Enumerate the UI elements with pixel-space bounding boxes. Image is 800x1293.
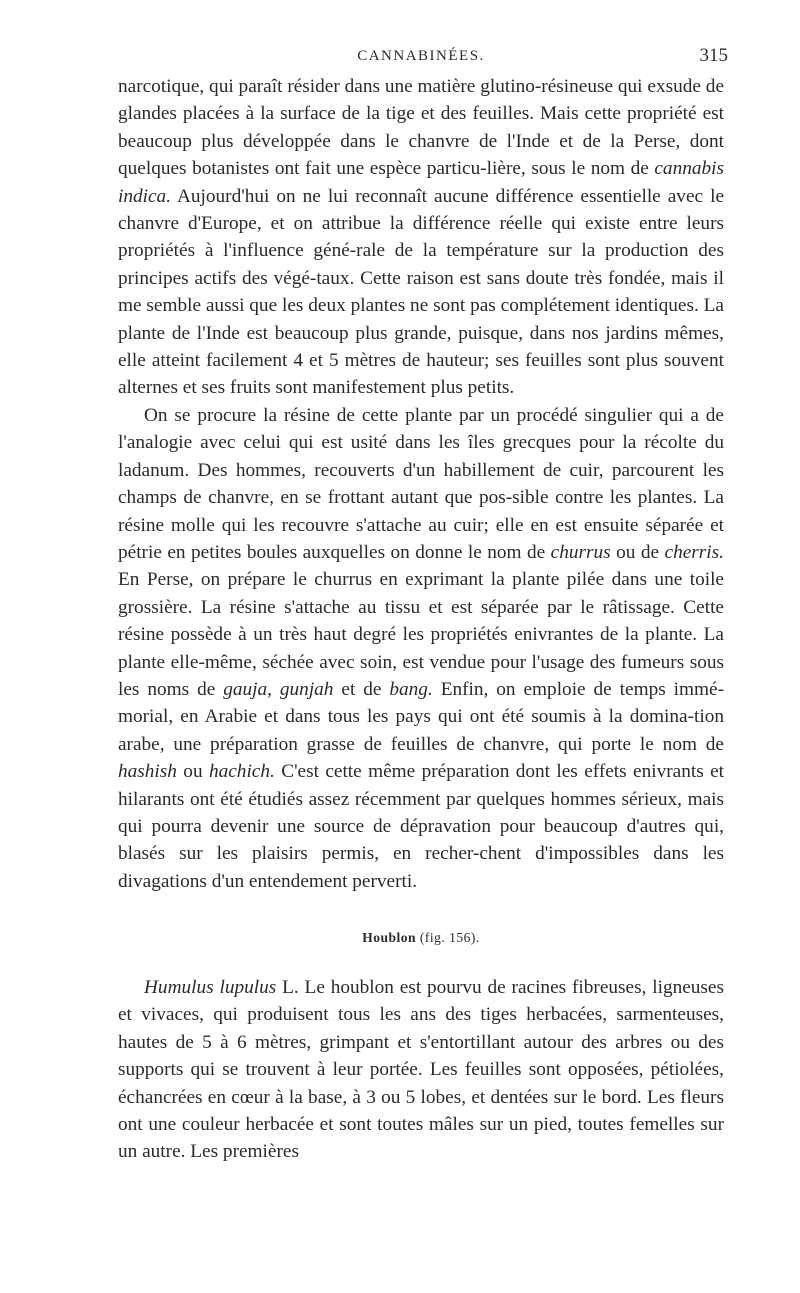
text-run: L. Le houblon est pourvu de racines fibreuses, ligneuses et vivaces, qui produisent tous les ans des tiges herbacées, sarmenteuses, hautes de 5 à 6 mètres, grimpant et s'entortillant autour des arbres ou des supports qui se trouvent à leur portée. Les feuilles sont opposées, pétiolées, échancrées en cœur à la base, à 3 ou 5 lobes, et dentées sur le bord. Les fleurs ont une couleur herbacée et sont toutes mâles sur un pied, toutes femelles sur un autre. Les premières [118,977,724,1163]
paragraph-resin [118,402,724,895]
text-run: , [267,678,280,700]
text-run: C'est cette même préparation dont les effets enivrants et hilarants ont été étudiés assez récemment par quelques hommes sérieux, mais qui pourra devenir une source de dépravation pour beaucoup d'autres qui, blasés sur les plaisirs permis, en recher-chent d'impossibles dans les divagations d'un entendement perverti. [118,761,724,892]
page-number: 315 [699,45,728,66]
italic-term: gunjah [279,678,334,700]
text-run: et de [333,678,390,700]
italic-term: cannabis indica. [118,158,724,207]
italic-term: cherris. [664,541,724,563]
italic-term: bang. [389,678,433,700]
running-title: CANNABINÉES. [357,48,485,64]
text-run: narcotique, qui paraît résider dans une matière glutino-résineuse qui exsude de glandes placées à la surface de la tige et des feuilles. Mais cette propriété est beaucoup plus développée dans le chanvre de l'Inde et de la Perse, dont quelques botanistes ont fait une espèce particu-lière, sous le nom de [118,76,724,180]
paragraph-cannabis-narcotic [118,73,724,402]
text-run: ou de [610,541,665,563]
text-run: En Perse, on prépare le churrus en exprimant la plante pilée dans une toile grossière. La résine s'attache au tissu et est séparée par le râtissage. Cette résine possède à un très haut degré les propriétés enivrantes de la plante. La plante elle-même, séchée avec soin, est vendue pour l'usage des fumeurs sous les noms de [118,569,724,700]
section-heading [118,930,724,946]
italic-term: Humulus lupulus [144,977,277,998]
paragraph-houblon [118,974,724,1166]
figure-reference: (fig. 156). [416,930,480,945]
section-text [118,974,724,1166]
text-run: Aujourd'hui on ne lui reconnaît aucune différence essentielle avec le chanvre d'Europe, et on attribue la différence réelle qui existe entre leurs propriétés à l'influence géné-rale de la température sur la production des principes actifs des végé-taux. Cette raison est sans doute très fondée, mais il me semble aussi que les deux plantes ne sont pas complétement identiques. La plante de l'Inde est beaucoup plus grande, puisque, dans nos jardins mêmes, elle atteint facilement 4 et 5 mètres de hauteur; ses feuilles sont plus souvent alternes et ses fruits sont manifestement plus petits. [118,185,724,399]
italic-term: hachich. [208,761,275,783]
italic-term: churrus [550,541,611,563]
text-run: Enfin, on emploie de temps immé-morial, en Arabie et dans tous les pays qui ont été soumis à la domina-tion arabe, une préparation grasse de feuilles de chanvre, qui porte le nom de [118,678,724,755]
italic-term: gauja [223,678,268,700]
text-run: ou [176,761,209,783]
text-run: On se procure la résine de cette plante par un procédé singulier qui a de l'analogie avec celui qui est usité dans les îles grecques pour la récolte du ladanum. Des hommes, recouverts d'un habillement de cuir, parcourent les champs de chanvre, en se frottant autant que pos-sible contre les plantes. La résine molle qui les recouvre s'attache au cuir; elle en est ensuite séparée et pétrie en petites boules auxquelles on donne le nom de [118,404,724,563]
italic-term: hashish [118,761,177,783]
main-text [118,73,724,895]
running-header [118,45,728,70]
section-title: Houblon [362,930,417,945]
